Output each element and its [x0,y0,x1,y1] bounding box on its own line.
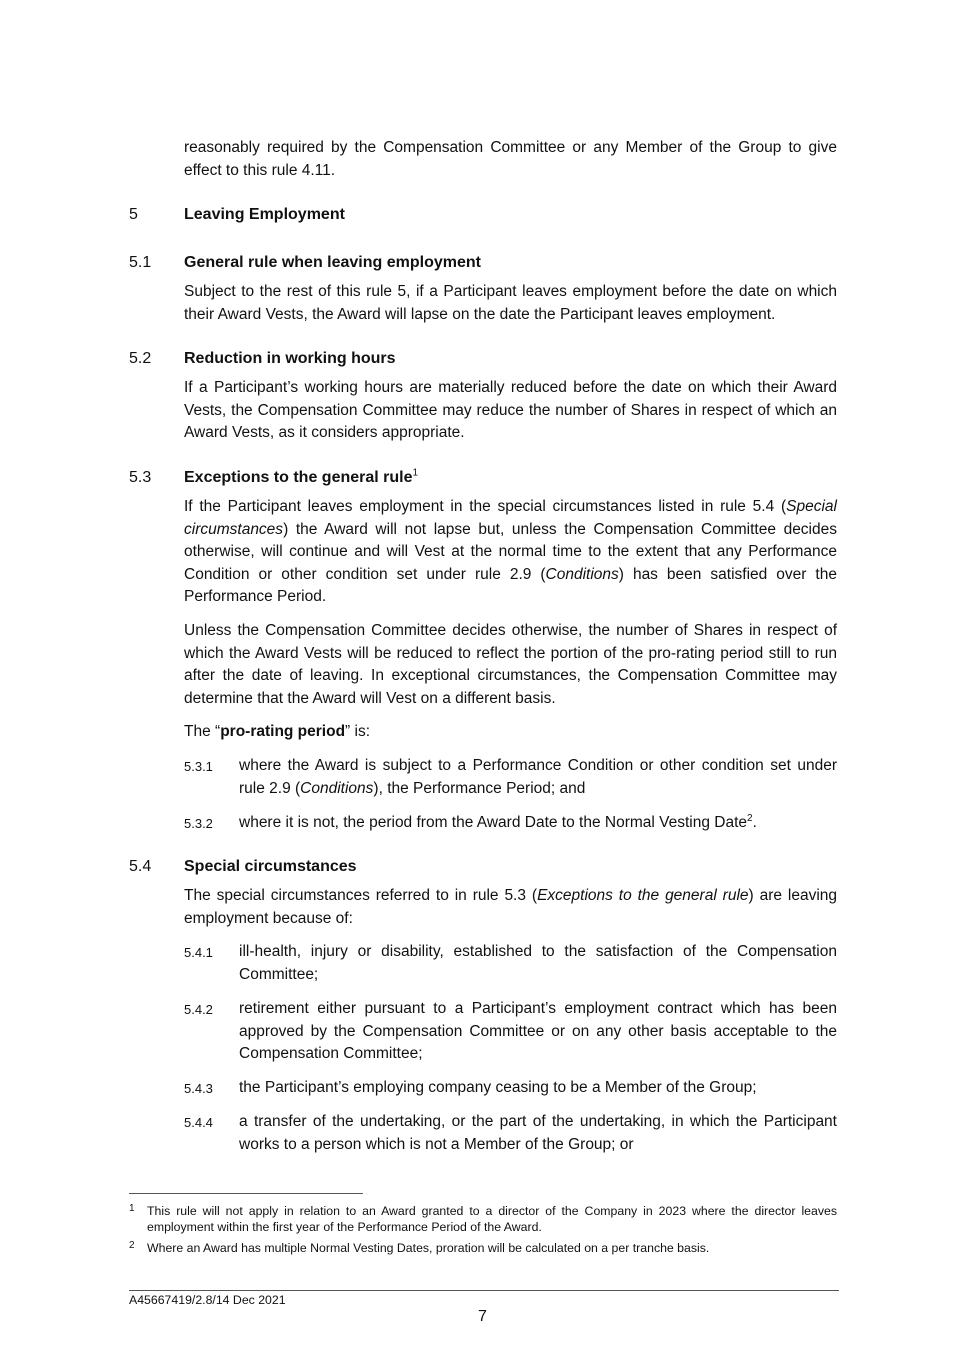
footnote-1-text: This rule will not apply in relation to an Award granted to a director of the Company in 2023 where the director leaves employment within the first year of the Performance Period of the Award. [147,1204,837,1234]
rule-5-3-paragraph-2: Unless the Compensation Committee decides otherwise, the number of Shares in respect of which the Award Vests will be reduced to reflect the portion of the pro-rating period still to run after the date of leaving. In exceptional circumstances, the Compensation Committee may determine that the Award will Vest on a different basis. [184,622,837,707]
rule-5-4-3-number: 5.4.3 [184,1081,213,1096]
document-reference: A45667419/2.8/14 Dec 2021 [129,1293,286,1307]
rule-5-3-2-text: where it is not, the period from the Award Date to the Normal Vesting Date$^2$. [239,812,757,831]
rule-5-3-paragraph-1: If the Participant leaves employment in the special circumstances listed in rule 5.4 (Special circumstances) the Award will not lapse but, unless the Compensation Committee decides otherwise, will continue and will Vest at the normal time to the extent that any Performance Condition or other condition set under rule 2.9 (Conditions) has been satisfied over the Performance Period. [184,498,837,606]
rule-5-3-title: Exceptions to the general rule$^1$ [184,467,419,486]
rule-5-4-2-number: 5.4.2 [184,1002,213,1017]
rule-5-4-3-text: the Participant’s employing company ceasing to be a Member of the Group; [239,1079,757,1096]
footnote-ref-1: 1 [412,467,419,479]
section-number: 5 [129,206,138,223]
rule-5-1-text: Subject to the rest of this rule 5, if a Participant leaves employment before the date on which their Award Vests, the Award will lapse on the date the Participant leaves employment. [184,283,837,323]
footnote-2-number: 2 [129,1240,135,1251]
rule-5-4-4-text: a transfer of the undertaking, or the part of the undertaking, in which the Participant works to a person which is not a Member of the Group; or [239,1113,837,1153]
rule-5-3-number: 5.3 [129,469,152,486]
rule-5-1-title: General rule when leaving employment [184,254,481,271]
rule-5-1-number: 5.1 [129,254,152,271]
rule-5-4-2-text: retirement either pursuant to a Participant’s employment contract which has been approved by the Compensation Committee or on any other basis acceptable to the Compensation Committee; [239,1000,837,1063]
rule-5-2-title: Reduction in working hours [184,350,396,367]
rule-5-2-text: If a Participant’s working hours are materially reduced before the date on which their Award Vests, the Compensation Committee may reduce the number of Shares in respect of which an Award Vests, as it considers appropriate. [184,379,837,442]
rule-5-3-1-text: where the Award is subject to a Performance Condition or other condition set under rule 2.9 (Conditions), the Performance Period; and [239,757,837,797]
rule-5-4-paragraph: The special circumstances referred to in rule 5.3 (Exceptions to the general rule) are leaving employment because of: [184,887,838,927]
rule-5-2-number: 5.2 [129,350,152,367]
section-title: Leaving Employment [184,206,345,223]
rule-5-4-1-text: ill-health, injury or disability, established to the satisfaction of the Compensation Committee; [239,943,837,983]
footnote-separator [129,1193,363,1194]
rule-5-3-paragraph-3: The “pro-rating period” is: [184,723,371,740]
rule-5-4-number: 5.4 [129,858,152,875]
footnote-ref-2: 2 [747,812,753,824]
rule-5-3-2-number: 5.3.2 [184,816,213,831]
rule-5-4-4-number: 5.4.4 [184,1115,213,1130]
rule-5-4-title: Special circumstances [184,858,357,875]
page-number: 7 [478,1308,487,1325]
footnote-2-text: Where an Award has multiple Normal Vesting Dates, proration will be calculated on a per tranche basis. [147,1241,710,1255]
rule-5-3-1-number: 5.3.1 [184,759,213,774]
footer-rule [129,1290,839,1291]
rule-5-4-1-number: 5.4.1 [184,945,213,960]
intro-paragraph: reasonably required by the Compensation Committee or any Member of the Group to give effect to this rule 4.11. [184,139,837,179]
footnote-1-number: 1 [129,1203,135,1214]
